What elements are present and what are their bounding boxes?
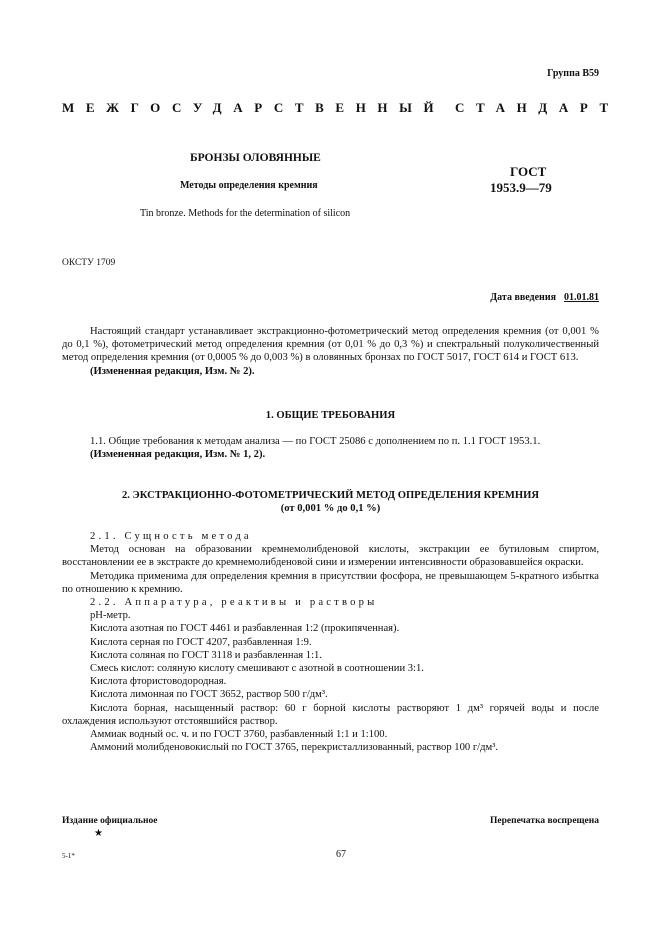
intro-revision-note: (Измененная редакция, Изм. № 2).: [90, 365, 255, 377]
reagent-item: Кислота фтористоводородная.: [90, 676, 227, 688]
banner-interstate: МЕЖГОСУДАРСТВЕННЫЙ: [62, 100, 446, 115]
reprint-prohibited-label: Перепечатка воспрещена: [489, 816, 599, 826]
intro-date: [490, 292, 599, 303]
section-2-body: [62, 530, 599, 754]
intro-date-label: Дата введения: [490, 292, 556, 303]
reagent-item: Аммиак водный ос. ч. и по ГОСТ 3760, разбавленный 1:1 и 1:100.: [90, 729, 388, 741]
subsection-2-2-label: 2.2. Аппаратура, реактивы и растворы: [90, 597, 378, 609]
section-2-heading-block: [62, 489, 599, 515]
document-title: БРОНЗЫ ОЛОВЯННЫЕ: [190, 152, 321, 164]
subsection-2-1-label: 2.1. Сущность метода: [90, 531, 252, 542]
edition-mark: 5-1*: [62, 852, 75, 860]
reagent-item: Кислота азотная по ГОСТ 4461 и разбавленная 1:2 (прокипяченная).: [90, 623, 400, 635]
section-1-heading: 1. ОБЩИЕ ТРЕБОВАНИЯ: [265, 410, 396, 421]
section-1-revision-note: (Измененная редакция, Изм. № 1, 2).: [90, 449, 266, 461]
section-1-paragraph: 1.1. Общие требования к методам анализа — по ГОСТ 25086 с дополнением по п. 1.1 ГОСТ 1953.1.: [90, 436, 541, 447]
intro-block: [62, 325, 599, 378]
section-1: [62, 409, 599, 422]
intro-date-value: 01.01.81: [564, 292, 599, 303]
official-edition-label: Издание официальное: [62, 816, 158, 826]
section-1-body: [62, 435, 599, 461]
reagent-item: Аммоний молибденовокислый по ГОСТ 3765, перекристаллизованный, раствор 100 г/дм³.: [90, 742, 499, 754]
oksty-code: ОКСТУ 1709: [62, 258, 116, 268]
section-2-range: (от 0,001 % до 0,1 %): [280, 503, 381, 515]
gost-label: ГОСТ: [510, 164, 547, 179]
section-2-heading: 2. ЭКСТРАКЦИОННО-ФОТОМЕТРИЧЕСКИЙ МЕТОД ОПРЕДЕЛЕНИЯ КРЕМНИЯ: [121, 490, 540, 501]
english-title: Tin bronze. Methods for the determination of silicon: [140, 208, 351, 219]
banner-standard: СТАНДАРТ: [455, 100, 620, 115]
reagent-item: рН-метр.: [90, 610, 131, 622]
page-number: 67: [336, 849, 346, 860]
reagent-item: Кислота соляная по ГОСТ 3118 и разбавленная 1:1.: [90, 649, 322, 661]
document-subtitle: Методы определения кремния: [180, 180, 318, 191]
subsection-2-1-applicability: Методика применима для определения кремния в присутствии фосфора, не превышающем 5-кратного избытка по отношению к кремнию.: [62, 570, 599, 595]
reagent-item: Кислота серная по ГОСТ 4207, разбавленная 1:9.: [90, 636, 312, 648]
gost-number: 1953.9—79: [490, 180, 552, 195]
reagent-item: Кислота лимонная по ГОСТ 3652, раствор 500 г/дм³.: [90, 689, 328, 701]
group-code: Группа В59: [547, 68, 599, 79]
subsection-2-1-paragraph: Метод основан на образовании кремнемолибденовой кислоты, экстракции ее бутиловым спиртом, восстановлении ее в экстракте до кремнемолибденовой сини и измерении интенсивности образовавшейся окраски.: [62, 544, 599, 569]
reagent-item: Смесь кислот: соляную кислоту смешивают с азотной в соотношении 3:1.: [90, 663, 424, 675]
reagent-item: Кислота борная, насыщенный раствор: 60 г борной кислоты растворяют 1 дм³ горячей воды и после охлаждения используют отстоявшийся раствор.: [62, 702, 599, 727]
intro-paragraph: Настоящий стандарт устанавливает экстракционно-фотометрический метод определения кремния (от 0,001 % до 0,1 %), фотометрический метод определения кремния (от 0,01 % до 0,3 %) и спектральный полуколичественный метод определения кремния (от 0,0005 % до 0,003 %) в оловянных бронзах по ГОСТ 5017, ГОСТ 614 и ГОСТ 613.: [62, 326, 599, 364]
star-icon: ★: [94, 828, 103, 839]
